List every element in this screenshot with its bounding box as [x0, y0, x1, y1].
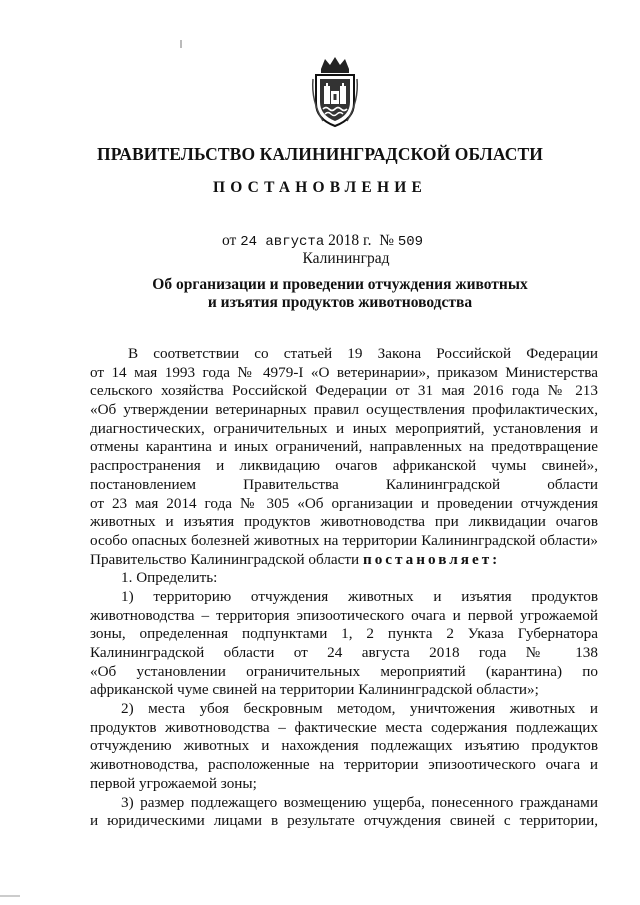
body-line: сельского хозяйства Российской Федерации от 31 мая 2016 года № 213 [90, 382, 598, 400]
body-line: В соответствии со статьей 19 Закона Российской Федерации [128, 345, 598, 362]
coat-of-arms-emblem [309, 55, 361, 129]
government-name: ПРАВИТЕЛЬСТВО КАЛИНИНГРАДСКОЙ ОБЛАСТИ [97, 144, 543, 164]
subitem-line: животноводства – территория эпизоотического очага и первой угрожаемой [90, 606, 598, 624]
body-line: от 14 мая 1993 года № 4979-I «О ветеринарии», приказом Министерства [90, 363, 598, 381]
resolution-line [90, 551, 598, 570]
title-line: Об организации и проведении отчуждения животных [152, 276, 528, 293]
city: Калининград [302, 250, 390, 267]
subitem-line: отчуждению животных и нахождения подлежащих изъятию продуктов [90, 737, 598, 755]
subitem-line: зоны, определенная подпунктами 1, 2 пункта 2 Указа Губернатора [90, 625, 598, 643]
subitem-line: 2) места убоя бескровным методом, уничтожения животных и [121, 700, 598, 718]
title-line: и изъятия продуктов животноводства [207, 294, 473, 311]
body-line: распространения и ликвидацию очагов африканской чумы свиней», [90, 457, 598, 475]
body-line: особо опасных болезней животных на территории Калининградской области» [90, 531, 598, 549]
subitem-line: африканской чуме свиней на территории Калининградской области»; [90, 681, 539, 699]
document-body [90, 345, 598, 831]
document-type: ПОСТАНОВЛЕНИЕ [212, 179, 428, 196]
resolution-colon: : [492, 550, 498, 568]
resolution-word: постановляет [362, 550, 493, 568]
date-handwritten: 24 августа [240, 234, 325, 250]
subitem-line: 3) размер подлежащего возмещению ущерба, понесенного гражданами [121, 793, 598, 811]
date-number-line [222, 232, 423, 250]
body-line: диагностических, ограничительных и иных мероприятий, установления и [90, 419, 598, 437]
scan-mark [180, 40, 182, 48]
subitem-line: животноводства, расположенные на территории эпизоотического очага и [90, 756, 598, 774]
subitem-line: 1) территорию отчуждения животных и изъятия продуктов [121, 587, 598, 605]
subitem-line: продуктов животноводства – фактические места содержания подлежащих [90, 718, 598, 736]
subitem-line: Калининградской области от 24 августа 2018 года № 138 [90, 644, 598, 661]
document-title [0, 276, 640, 312]
subitem-line: первой угрожаемой зоны; [90, 774, 257, 792]
body-line: постановлением Правительства Калининградской области [90, 475, 598, 493]
body-line: от 23 мая 2014 года № 305 «Об организации и проведении отчуждения [90, 494, 598, 512]
scan-mark [0, 895, 20, 897]
number-handwritten: 509 [397, 234, 424, 250]
body-line: животных и изъятия продуктов животноводства при ликвидации очагов [90, 513, 598, 531]
resolution-prefix: Правительство Калининградской области [90, 550, 360, 568]
item-heading: 1. Определить: [121, 569, 218, 587]
subitem-line: и юридическими лицами в результате отчуждения свиней с территории, [90, 812, 598, 830]
date-prefix: от [222, 232, 237, 249]
body-line: отмены карантина и иных ограничений, направленных на предотвращение [90, 438, 598, 456]
body-line: «Об утверждении ветеринарных правил осуществления профилактических, [90, 401, 598, 419]
subitem-line: «Об установлении ограничительных мероприятий (карантина) по [90, 662, 598, 680]
year: 2018 г. [328, 232, 372, 249]
number-sign: № [379, 232, 394, 249]
